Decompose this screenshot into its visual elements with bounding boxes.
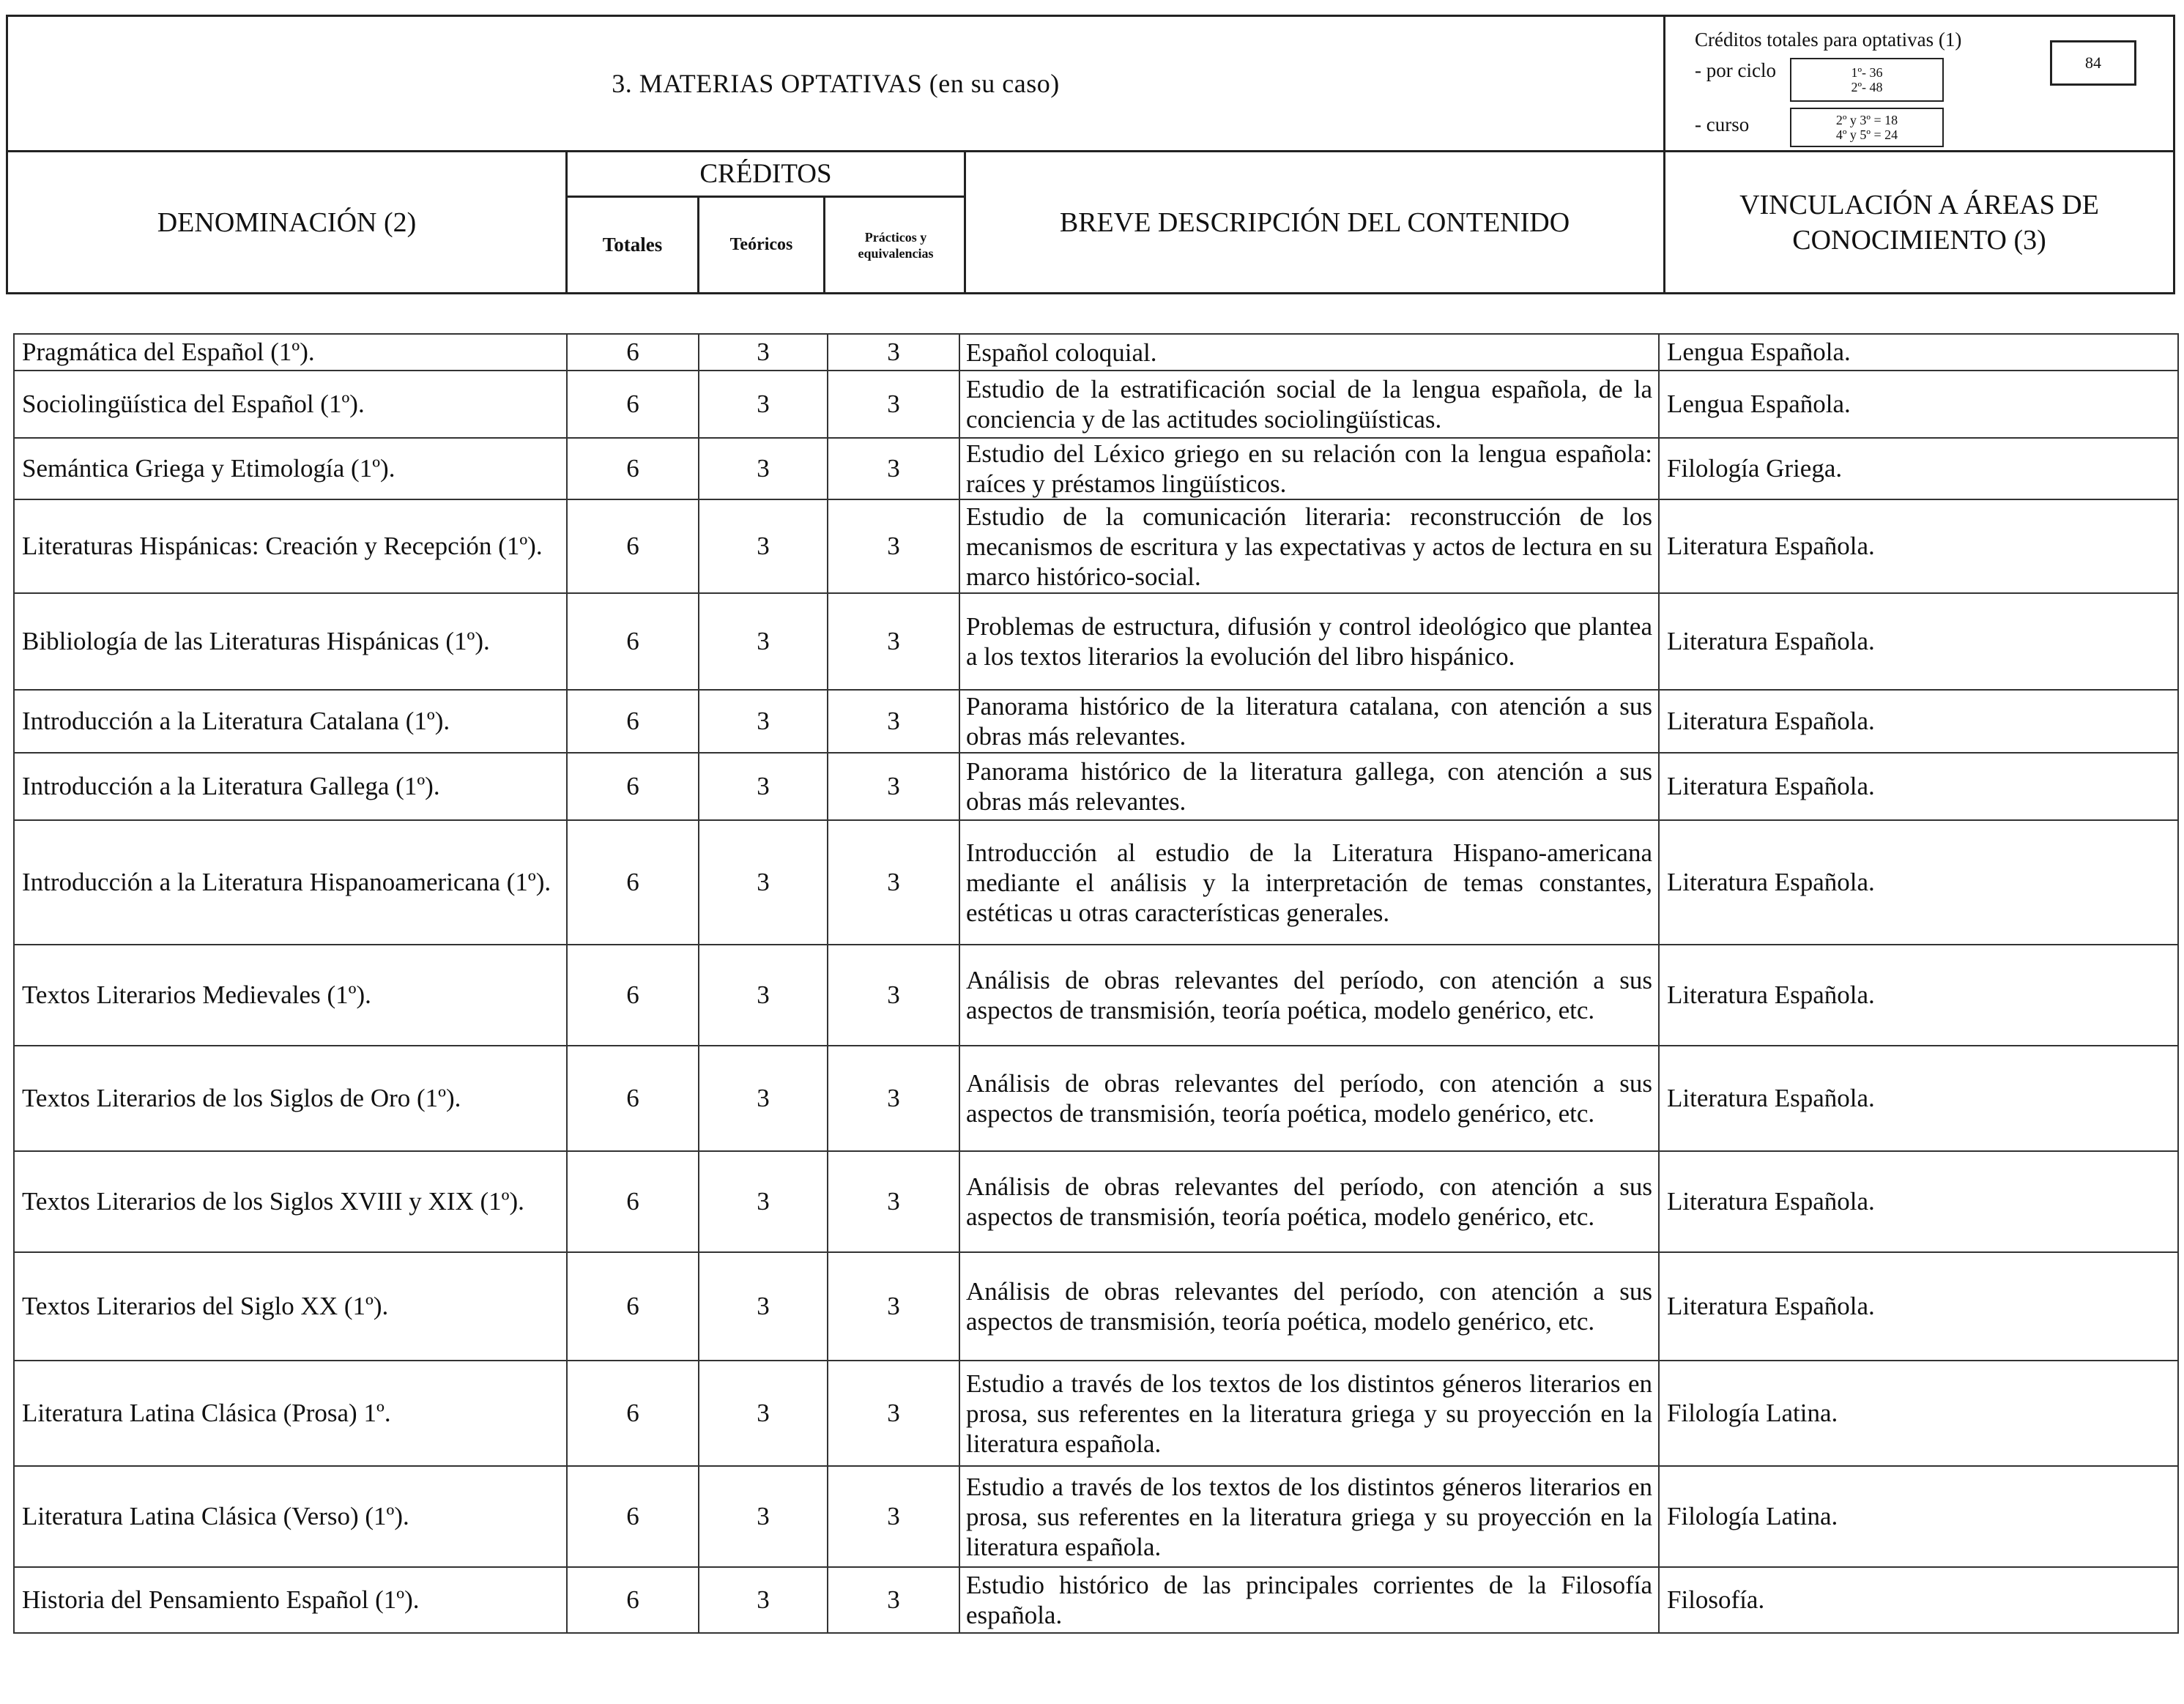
credits-totales: 6 [567,438,699,499]
credits-total-box [2050,40,2136,86]
credits-totales: 6 [567,690,699,753]
table-row [14,820,2178,945]
credits-practicos: 3 [828,1252,959,1361]
credits-totales: 6 [567,593,699,690]
credits-teoricos: 3 [699,1252,828,1361]
table-body [14,334,2178,1633]
course-description: Estudio de la comunicación literaria: reconstrucción de los mecanismos de escritura y las expectativas y actos de lectura en su marco histórico-social. [959,499,1659,593]
course-name: Sociolingüística del Español (1º). [14,371,567,438]
curso-line-1: 2º y 3º = 18 [1835,113,1898,127]
credits-teoricos: 3 [699,593,828,690]
knowledge-area: Filosofía. [1659,1567,2178,1633]
por-ciclo-line-2: 2º- 48 [1851,80,1883,94]
credits-teoricos: 3 [699,1361,828,1466]
knowledge-area: Filología Griega. [1659,438,2178,499]
por-ciclo-label: - por ciclo [1695,59,1776,81]
course-name: Textos Literarios de los Siglos XVIII y XIX (1º). [14,1151,567,1252]
course-description: Análisis de obras relevantes del período, con atención a sus aspectos de transmisión, teoría poética, modelo genérico, etc. [959,1252,1659,1361]
course-description: Análisis de obras relevantes del período, con atención a sus aspectos de transmisión, teoría poética, modelo genérico, etc. [959,1151,1659,1252]
knowledge-area: Literatura Española. [1659,753,2178,820]
credits-totales: 6 [567,1567,699,1633]
credits-teoricos: 3 [699,334,828,371]
curso-line-2: 4º y 5º = 24 [1835,127,1898,142]
column-header-denominacion [8,152,568,292]
column-header-teoricos [699,198,825,292]
course-name: Pragmática del Español (1º). [14,334,567,371]
credits-total-label: Créditos totales para optativas (1) [1695,29,1962,51]
credits-totales: 6 [567,1151,699,1252]
course-name: Introducción a la Literatura Catalana (1º). [14,690,567,753]
credits-totales: 6 [567,334,699,371]
credits-practicos: 3 [828,371,959,438]
knowledge-area: Literatura Española. [1659,690,2178,753]
knowledge-area: Literatura Española. [1659,1252,2178,1361]
form-header [6,15,2175,294]
table-row [14,438,2178,499]
section-title [8,17,1665,152]
knowledge-area: Lengua Española. [1659,371,2178,438]
course-description: Panorama histórico de la literatura catalana, con atención a sus obras más relevantes. [959,690,1659,753]
course-description: Estudio del Léxico griego en su relación con la lengua española: raíces y préstamos lingüísticos. [959,438,1659,499]
credits-totales: 6 [567,1046,699,1151]
column-header-totales [568,198,699,292]
por-ciclo-line-1: 1º- 36 [1851,65,1883,80]
credits-total-value: 84 [2085,53,2101,72]
course-description: Introducción al estudio de la Literatura Hispano-americana mediante el análisis y la interpretación de temas constantes, estéticas u otras características generales. [959,820,1659,945]
credits-practicos: 3 [828,1046,959,1151]
knowledge-area: Filología Latina. [1659,1361,2178,1466]
optativas-table [13,333,2179,1634]
course-description: Análisis de obras relevantes del período, con atención a sus aspectos de transmisión, teoría poética, modelo genérico, etc. [959,945,1659,1046]
credits-teoricos: 3 [699,1151,828,1252]
knowledge-area: Literatura Española. [1659,1046,2178,1151]
course-name: Textos Literarios de los Siglos de Oro (1º). [14,1046,567,1151]
table-row [14,371,2178,438]
table-row [14,1567,2178,1633]
knowledge-area: Lengua Española. [1659,334,2178,371]
credits-teoricos: 3 [699,945,828,1046]
credits-teoricos: 3 [699,1046,828,1151]
practicos-line-2: equivalencias [858,245,934,261]
course-name: Literatura Latina Clásica (Verso) (1º). [14,1466,567,1567]
credits-practicos: 3 [828,1567,959,1633]
credits-totales: 6 [567,499,699,593]
credits-totales: 6 [567,1252,699,1361]
course-name: Semántica Griega y Etimología (1º). [14,438,567,499]
credits-practicos: 3 [828,820,959,945]
totales-text: Totales [602,234,663,256]
credits-teoricos: 3 [699,438,828,499]
credits-practicos: 3 [828,1151,959,1252]
table-row [14,499,2178,593]
credits-practicos: 3 [828,753,959,820]
credits-teoricos: 3 [699,1567,828,1633]
knowledge-area: Literatura Española. [1659,593,2178,690]
credits-practicos: 3 [828,1466,959,1567]
course-name: Introducción a la Literatura Hispanoamericana (1º). [14,820,567,945]
credits-totales: 6 [567,371,699,438]
por-ciclo-box [1790,58,1944,102]
column-header-denominacion-text: DENOMINACIÓN (2) [157,207,417,238]
credits-teoricos: 3 [699,371,828,438]
course-name: Literaturas Hispánicas: Creación y Recepción (1º). [14,499,567,593]
table-row [14,593,2178,690]
curso-box [1790,108,1944,147]
practicos-line-1: Prácticos y [864,229,927,245]
course-description: Estudio a través de los textos de los distintos géneros literarios en prosa, sus referentes en la literatura griega y su proyección en la literatura española. [959,1361,1659,1466]
credits-practicos: 3 [828,334,959,371]
column-header-practicos [825,198,966,292]
credits-totales: 6 [567,753,699,820]
table-row [14,1466,2178,1567]
course-description: Estudio histórico de las principales corrientes de la Filosofía española. [959,1567,1659,1633]
knowledge-area: Literatura Española. [1659,1151,2178,1252]
table-row [14,945,2178,1046]
vinculacion-line-1: VINCULACIÓN A ÁREAS DE [1739,189,2099,220]
credits-practicos: 3 [828,690,959,753]
column-header-vinculacion [1665,152,2173,292]
credits-practicos: 3 [828,499,959,593]
credits-practicos: 3 [828,945,959,1046]
course-description: Problemas de estructura, difusión y control ideológico que plantea a los textos literarios la evolución del libro hispánico. [959,593,1659,690]
course-description: Estudio de la estratificación social de la lengua española, de la conciencia y de las actitudes sociolingüísticas. [959,371,1659,438]
credits-teoricos: 3 [699,499,828,593]
table-row [14,1361,2178,1466]
teoricos-text: Teóricos [729,235,793,254]
section-title-text: 3. MATERIAS OPTATIVAS (en su caso) [612,69,1060,98]
course-description: Panorama histórico de la literatura gallega, con atención a sus obras más relevantes. [959,753,1659,820]
creditos-title [568,152,964,198]
knowledge-area: Literatura Española. [1659,945,2178,1046]
course-name: Bibliología de las Literaturas Hispánicas (1º). [14,593,567,690]
table-row [14,690,2178,753]
knowledge-area: Literatura Española. [1659,499,2178,593]
column-header-descripcion [966,152,1665,292]
creditos-title-text: CRÉDITOS [699,159,832,189]
column-header-creditos [568,152,966,292]
credits-practicos: 3 [828,1361,959,1466]
table-row [14,334,2178,371]
course-description: Estudio a través de los textos de los distintos géneros literarios en prosa, sus referentes en la literatura griega y su proyección en la literatura española. [959,1466,1659,1567]
credits-teoricos: 3 [699,690,828,753]
course-description: Español coloquial. [959,334,1659,371]
table-row [14,1046,2178,1151]
table-row [14,1151,2178,1252]
curso-label: - curso [1695,114,1750,135]
table-row [14,753,2178,820]
course-name: Introducción a la Literatura Gallega (1º). [14,753,567,820]
credits-practicos: 3 [828,438,959,499]
course-name: Literatura Latina Clásica (Prosa) 1º. [14,1361,567,1466]
credits-teoricos: 3 [699,753,828,820]
credits-teoricos: 3 [699,1466,828,1567]
knowledge-area: Filología Latina. [1659,1466,2178,1567]
course-name: Textos Literarios del Siglo XX (1º). [14,1252,567,1361]
credits-summary [1665,17,2173,152]
column-header-descripcion-text: BREVE DESCRIPCIÓN DEL CONTENIDO [1059,207,1570,238]
credits-practicos: 3 [828,593,959,690]
course-description: Análisis de obras relevantes del período, con atención a sus aspectos de transmisión, teoría poética, modelo genérico, etc. [959,1046,1659,1151]
credits-teoricos: 3 [699,820,828,945]
credits-totales: 6 [567,1361,699,1466]
knowledge-area: Literatura Española. [1659,820,2178,945]
credits-totales: 6 [567,1466,699,1567]
table-row [14,1252,2178,1361]
course-name: Textos Literarios Medievales (1º). [14,945,567,1046]
credits-totales: 6 [567,945,699,1046]
credits-totales: 6 [567,820,699,945]
course-name: Historia del Pensamiento Español (1º). [14,1567,567,1633]
vinculacion-line-2: CONOCIMIENTO (3) [1792,224,2046,256]
